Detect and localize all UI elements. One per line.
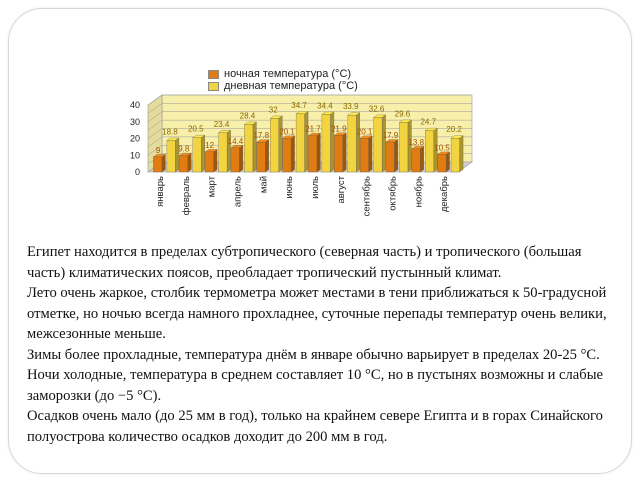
bar-day-front	[322, 114, 331, 172]
data-label-day: 24.7	[420, 117, 437, 127]
bar-night-side	[420, 146, 424, 172]
bar-day	[451, 136, 463, 172]
bar-day	[322, 112, 334, 172]
bar-day-front	[348, 115, 357, 172]
legend-item-day	[208, 80, 358, 92]
bar-day-side	[356, 113, 360, 172]
x-tick-label: июль	[309, 176, 321, 199]
y-tick-label: 20	[129, 133, 140, 144]
data-label-day: 20.5	[187, 124, 204, 134]
x-tick-label: январь	[154, 176, 166, 207]
data-label-night: 20.1	[279, 127, 295, 137]
data-label-night: 12	[205, 140, 215, 150]
bar-night	[257, 140, 269, 172]
bar-night	[334, 133, 346, 172]
bar-night-side	[188, 153, 192, 172]
paragraph-summer: Лето очень жаркое, столбик термометра может местами в тени приближаться к 50-градусной отметке, но ночью всегда намного прохладнее, суточные перепады температур очень велики, межсезонные меньше.	[27, 285, 607, 342]
bar-day-side	[253, 122, 256, 172]
bar-night-front	[438, 154, 447, 172]
chart-legend	[208, 68, 358, 92]
x-tick-label: июнь	[284, 176, 296, 199]
data-label-night: 17.9	[382, 131, 399, 141]
bar-night-front	[412, 149, 421, 172]
x-tick-label: февраль	[180, 176, 192, 216]
data-label-night: 21.7	[305, 124, 321, 134]
bar-night-side	[291, 136, 295, 172]
bar-night	[438, 152, 450, 172]
x-tick-label: август	[335, 176, 347, 204]
data-label-day: 32	[268, 105, 278, 115]
bar-night-front	[179, 156, 188, 172]
bar-day	[348, 113, 360, 172]
bar-night-front	[257, 142, 266, 172]
paragraph-winter: Зимы более прохладные, температура днём в январе обычно варьирует в пределах 20-25 °C. Ночи холодные, температура в среднем составляет 10 °C, но в пустынях возможны и слабые заморозки (до −5 °C).	[27, 346, 603, 404]
x-tick-label: октябрь	[387, 176, 399, 211]
bar-day-front	[425, 131, 434, 172]
x-tick-label: сентябрь	[361, 176, 373, 217]
bar-night-side	[446, 152, 450, 172]
data-label-day: 28.4	[239, 111, 256, 121]
bar-day-front	[399, 122, 408, 172]
y-tick-label: 40	[129, 100, 140, 110]
bar-night-side	[265, 140, 269, 172]
bar-day-side	[279, 116, 283, 172]
bar-night-side	[394, 140, 398, 172]
y-tick-label: 30	[129, 116, 140, 127]
data-label-night: 13.8	[408, 137, 425, 147]
bar-day-side	[175, 138, 179, 172]
bar-day	[167, 138, 179, 172]
data-label-night: 21.9	[330, 124, 347, 134]
x-tick-label: декабрь	[439, 176, 451, 213]
data-label-night: 9	[155, 145, 161, 155]
y-tick-label: 0	[134, 167, 140, 177]
bar-night-side	[162, 154, 166, 172]
paragraph-precipitation: Осадков очень мало (до 25 мм в год), только на крайнем севере Египта и в горах Синайского полуострова количество осадков доходит до 200 мм в год.	[27, 408, 603, 445]
data-label-night: 10.5	[434, 143, 450, 153]
data-label-night: 17.8	[253, 131, 270, 141]
legend-swatch-night	[208, 70, 219, 79]
data-label-night: 20.1	[356, 127, 373, 137]
data-label-day: 32.6	[368, 104, 385, 114]
data-label-day: 20.2	[446, 125, 462, 135]
description-text	[27, 242, 611, 447]
bar-night-front	[308, 136, 317, 172]
bar-day-front	[270, 118, 279, 172]
bar-day-side	[382, 115, 386, 172]
bar-night	[412, 146, 424, 172]
bar-day-side	[460, 136, 464, 172]
bar-night	[386, 140, 398, 172]
data-label-night: 9.8	[178, 144, 190, 154]
paragraph-climate-zones: Египет находится в пределах субтропического (северная часть) и тропического (большая часть) климатических поясов, преобладает тропический пустынный климат.	[27, 244, 582, 281]
bar-night-front	[283, 138, 292, 172]
data-label-night: 14.4	[227, 136, 244, 146]
bar-day-front	[374, 117, 383, 172]
bar-day-side	[330, 112, 334, 172]
bar-night	[308, 133, 320, 172]
legend-item-night	[208, 68, 358, 80]
bar-night	[205, 149, 217, 172]
x-tick-label: ноябрь	[413, 176, 425, 208]
bar-day	[244, 122, 256, 172]
bar-night-front	[334, 135, 343, 172]
bar-day-front	[451, 138, 460, 172]
bar-day	[270, 116, 282, 172]
bar-night-front	[153, 157, 162, 172]
bar-night-front	[360, 138, 369, 172]
bar-night-side	[214, 149, 218, 172]
bar-night	[231, 145, 243, 172]
bar-day-front	[219, 133, 228, 172]
bar-night-side	[369, 136, 373, 172]
bar-night-side	[317, 133, 321, 172]
bar-day	[296, 111, 308, 172]
bar-night	[283, 136, 295, 172]
bar-day-side	[305, 111, 309, 172]
bar-day-front	[167, 141, 176, 172]
x-tick-label: май	[258, 176, 270, 194]
data-label-day: 23.4	[213, 119, 230, 129]
y-tick-label: 10	[129, 150, 140, 161]
bar-day-front	[296, 114, 305, 172]
data-label-day: 33.9	[342, 102, 359, 112]
bar-day	[193, 135, 205, 172]
bar-day-front	[193, 138, 202, 172]
legend-swatch-day	[208, 82, 219, 91]
bar-night-front	[386, 142, 395, 172]
bar-night	[153, 154, 165, 172]
bar-night-front	[205, 152, 214, 172]
bar-night	[179, 153, 191, 172]
data-label-day: 18.8	[162, 127, 178, 137]
bar-night-side	[239, 145, 243, 172]
data-label-day: 29.6	[394, 109, 411, 119]
bar-night	[360, 136, 372, 172]
bar-day-front	[244, 124, 253, 172]
bar-night-side	[343, 133, 347, 172]
legend-label-day: дневная температура (°C)	[224, 80, 358, 92]
x-tick-label: март	[206, 176, 218, 198]
data-label-day: 34.7	[291, 100, 307, 110]
bar-day	[374, 115, 386, 172]
bar-night-front	[231, 148, 240, 172]
data-label-day: 34.4	[317, 101, 333, 111]
legend-label-night: ночная температура (°C)	[224, 68, 352, 80]
x-tick-label: апрель	[232, 176, 244, 208]
